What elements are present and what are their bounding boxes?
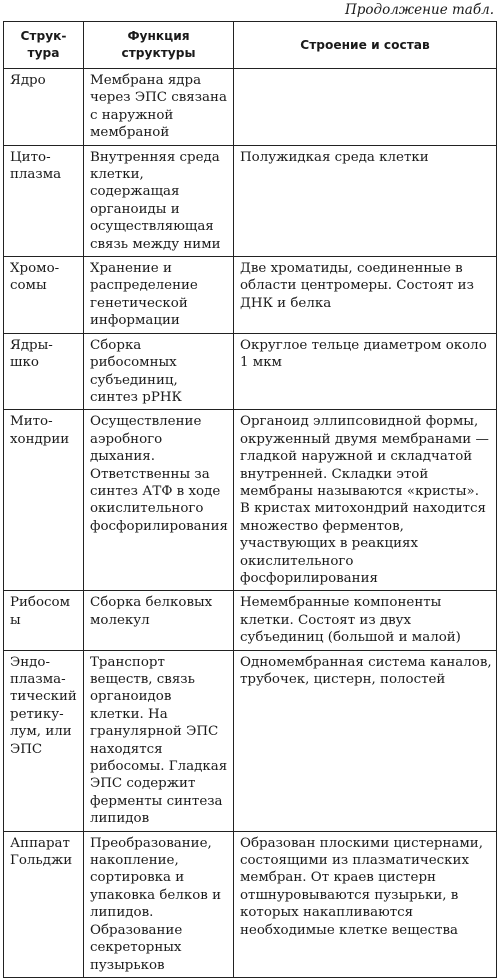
cell-structure: Рибосомы <box>4 591 84 650</box>
cell-structure: Ядро <box>4 69 84 146</box>
header-composition: Строение и состав <box>234 22 497 69</box>
cell-structure: Цито-плазма <box>4 145 84 256</box>
cell-composition <box>234 69 497 146</box>
cell-composition: Одномембранная система каналов, трубочек, цистерн, полостей <box>234 650 497 831</box>
cell-structure: Мито-хондрии <box>4 410 84 591</box>
cell-function: Осуществление аэробного дыхания. Ответственны за синтез АТФ в ходе окислительного фосфорилирования <box>84 410 234 591</box>
cell-composition: Две хроматиды, соединенные в области центромеры. Состоят из ДНК и белка <box>234 257 497 334</box>
table-row <box>4 410 497 591</box>
table-row <box>4 145 497 256</box>
cell-composition: Округлое тельце диаметром около 1 мкм <box>234 333 497 410</box>
cell-composition: Полужидкая среда клетки <box>234 145 497 256</box>
table-row <box>4 831 497 977</box>
cell-structure-table <box>3 21 497 978</box>
cell-function: Сборка рибосомных субъединиц, синтез рРНК <box>84 333 234 410</box>
header-function-line2: структуры <box>121 46 196 60</box>
cell-composition: Образован плоскими цистернами, состоящими из плазматических мембран. От краев цистерн отшнуровываются пузырьки, в которых накапливаются необходимые клетке вещества <box>234 831 497 977</box>
cell-function: Преобразование, накопление, сортировка и упаковка белков и липидов. Образование секреторных пузырьков <box>84 831 234 977</box>
cell-function: Сборка белковых молекул <box>84 591 234 650</box>
table-row <box>4 69 497 146</box>
cell-function: Внутренняя среда клетки, содержащая органоиды и осуществляющая связь между ними <box>84 145 234 256</box>
cell-function: Транспорт веществ, связь органоидов клетки. На гранулярной ЭПС находятся рибосомы. Гладкая ЭПС содержит ферменты синтеза липидов <box>84 650 234 831</box>
table-row <box>4 333 497 410</box>
header-structure <box>4 22 84 69</box>
cell-structure: Ядры-шко <box>4 333 84 410</box>
cell-composition: Немембранные компоненты клетки. Состоят из двух субъединиц (большой и малой) <box>234 591 497 650</box>
table-row <box>4 257 497 334</box>
header-structure-line1: Струк- <box>20 29 67 43</box>
header-function <box>84 22 234 69</box>
table-row <box>4 591 497 650</box>
cell-function: Мембрана ядра через ЭПС связана с наружной мембраной <box>84 69 234 146</box>
cell-structure: Аппарат Гольджи <box>4 831 84 977</box>
table-header-row <box>4 22 497 69</box>
cell-function: Хранение и распределение генетической информации <box>84 257 234 334</box>
table-row <box>4 650 497 831</box>
header-function-line1: Функция <box>127 29 190 43</box>
continuation-label: Продолжение табл. <box>344 2 494 18</box>
header-structure-line2: тура <box>27 46 60 60</box>
cell-structure: Хромо-сомы <box>4 257 84 334</box>
cell-composition: Органоид эллипсовидной формы, окруженный двумя мембранами — гладкой наружной и складчатой внутренней. Складки этой мембраны называются «кристы». В кристах митохондрий находится множество ферментов, участвующих в реакциях окислительного фосфорилирования <box>234 410 497 591</box>
cell-structure: Эндо-плазма-тический ретику-лум, или ЭПС <box>4 650 84 831</box>
